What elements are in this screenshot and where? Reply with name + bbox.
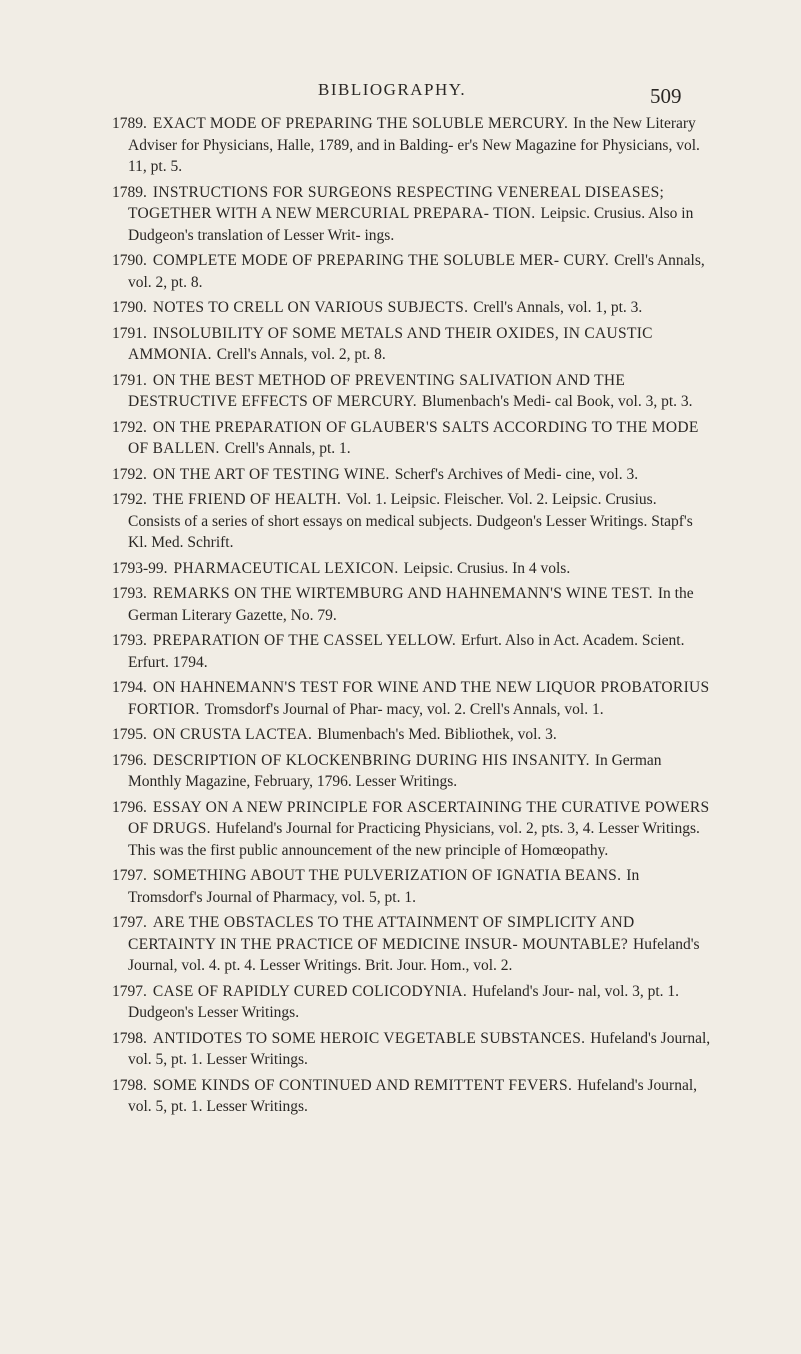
bibliography-entry (112, 297, 712, 319)
entry-year: 1797. (112, 982, 147, 1000)
entry-details: Leipsic. Crusius. In 4 vols. (403, 559, 571, 577)
entry-year: 1791. (112, 324, 147, 342)
entry-title: ON THE PREPARATION OF GLAUBER'S SALTS ACCORDING TO THE MODE OF BALLEN. (128, 418, 699, 457)
entry-title: PREPARATION OF THE CASSEL YELLOW. (152, 632, 457, 649)
bibliography-entry (112, 1028, 712, 1071)
bibliography-entry (112, 912, 712, 977)
bibliography-entry (112, 583, 712, 626)
entry-year: 1792. (112, 491, 147, 508)
bibliography-entry (112, 489, 712, 554)
entry-title: ANTIDOTES TO SOME HEROIC VEGETABLE SUBSTANCES. (152, 1029, 586, 1047)
entry-title: PHARMACEUTICAL LEXICON. (173, 559, 399, 577)
bibliography-entry (112, 981, 712, 1024)
entry-details: In German Monthly Magazine, February, 1796. Lesser Writings. (128, 751, 662, 790)
entry-year: 1790. (112, 252, 147, 269)
entry-details: In Tromsdorf's Journal of Pharmacy, vol. 5, pt. 1. (128, 867, 640, 906)
entry-title: ON CRUSTA LACTEA. (152, 726, 313, 743)
entry-details: Erfurt. Also in Act. Academ. Scient. Erfurt. 1794. (128, 632, 685, 671)
entry-details: Hufeland's Jour- nal, vol. 3, pt. 1. Dudgeon's Lesser Writings. (128, 982, 680, 1021)
entry-details: Crell's Annals, vol. 2, pt. 8. (216, 346, 386, 363)
entry-details: In the German Literary Gazette, No. 79. (128, 585, 694, 624)
entry-details: Crell's Annals, pt. 1. (224, 440, 351, 457)
bibliography-entry (112, 417, 712, 460)
entry-details: Hufeland's Journal, vol. 4. pt. 4. Lesser Writings. Brit. Jour. Hom., vol. 2. (128, 935, 700, 974)
entry-details: Blumenbach's Med. Bibliothek, vol. 3. (317, 726, 557, 743)
bibliography-entry (112, 182, 712, 247)
entry-title: NOTES TO CRELL ON VARIOUS SUBJECTS. (152, 299, 469, 316)
entry-year: 1793. (112, 585, 147, 602)
entry-title: COMPLETE MODE OF PREPARING THE SOLUBLE MER- CURY. (152, 252, 610, 269)
entry-year: 1792. (112, 418, 147, 436)
entry-year: 1798. (112, 1076, 147, 1094)
running-title: BIBLIOGRAPHY. (318, 80, 467, 99)
entry-title: EXACT MODE OF PREPARING THE SOLUBLE MERCURY. (152, 115, 569, 132)
bibliography-entry (112, 630, 712, 673)
bibliography-entry (112, 558, 712, 580)
entry-title: REMARKS ON THE WIRTEMBURG AND HAHNEMANN'S WINE TEST. (152, 585, 653, 602)
bibliography-entry (112, 1075, 712, 1118)
entry-details: Blumenbach's Medi- cal Book, vol. 3, pt. 3. (421, 393, 693, 410)
entry-year: 1793-99. (112, 559, 168, 577)
entry-year: 1789. (112, 115, 147, 132)
entry-year: 1795. (112, 726, 147, 743)
entry-details: Vol. 1. Leipsic. Fleischer. Vol. 2. Leipsic. Crusius. Consists of a series of short essays on medical subjects. Dudgeon's Lesser Writings. Stapf's Kl. Med. Schrift. (128, 491, 693, 551)
bibliography-entry (112, 370, 712, 413)
entry-title: ARE THE OBSTACLES TO THE ATTAINMENT OF SIMPLICITY AND CERTAINTY IN THE PRACTICE OF MEDICINE INSUR- MOUNTABLE? (128, 914, 635, 953)
bibliography-entry (112, 323, 712, 366)
entry-details: Leipsic. Crusius. Also in Dudgeon's translation of Lesser Writ- ings. (128, 205, 694, 244)
bibliography-entry (112, 724, 712, 746)
entry-year: 1796. (112, 751, 147, 769)
entry-year: 1789. (112, 183, 147, 201)
entry-year: 1792. (112, 465, 147, 483)
bibliography-entry (112, 464, 712, 486)
entry-details: Scherf's Archives of Medi- cine, vol. 3. (394, 465, 639, 483)
entry-year: 1797. (112, 867, 147, 884)
entry-year: 1790. (112, 299, 147, 316)
entry-year: 1794. (112, 679, 147, 696)
bibliography-entry (112, 250, 712, 293)
entry-details: Crell's Annals, vol. 2, pt. 8. (128, 252, 705, 291)
entry-details: In the New Literary Adviser for Physicians, Halle, 1789, and in Balding- er's New Magazine for Physicians, vol. 11, pt. 5. (128, 115, 700, 175)
entry-title: ON THE BEST METHOD OF PREVENTING SALIVATION AND THE DESTRUCTIVE EFFECTS OF MERCURY. (128, 371, 626, 410)
entry-title: ESSAY ON A NEW PRINCIPLE FOR ASCERTAINING THE CURATIVE POWERS OF DRUGS. (128, 798, 710, 837)
page-number: 509 (650, 84, 682, 108)
entry-year: 1793. (112, 632, 147, 649)
entry-title: SOME KINDS OF CONTINUED AND REMITTENT FEVERS. (152, 1076, 573, 1094)
entry-title: SOMETHING ABOUT THE PULVERIZATION OF IGNATIA BEANS. (152, 867, 622, 884)
bibliography-entry (112, 677, 712, 720)
entry-details: Tromsdorf's Journal of Phar- macy, vol. 2. Crell's Annals, vol. 1. (204, 700, 604, 718)
entry-title: ON HAHNEMANN'S TEST FOR WINE AND THE NEW LIQUOR PROBATORIUS FORTIOR. (128, 679, 710, 718)
entry-year: 1791. (112, 371, 147, 389)
entry-details: Crell's Annals, vol. 1, pt. 3. (473, 299, 643, 316)
entry-title: INSOLUBILITY OF SOME METALS AND THEIR OXIDES, IN CAUSTIC AMMONIA. (128, 324, 653, 363)
entry-year: 1796. (112, 798, 147, 816)
bibliography-entry (112, 865, 712, 908)
entry-year: 1797. (112, 914, 147, 931)
bibliography-entry (112, 113, 712, 178)
bibliography-entry (112, 750, 712, 793)
entry-details: Hufeland's Journal, vol. 5, pt. 1. Lesser Writings. (128, 1029, 711, 1068)
bibliography-list (112, 113, 712, 1122)
entry-details: Hufeland's Journal, vol. 5, pt. 1. Lesser Writings. (128, 1076, 698, 1115)
entry-details: Hufeland's Journal for Practicing Physicians, vol. 2, pts. 3, 4. Lesser Writings. This was the first public announcement of the new principle of Homœopathy. (128, 820, 700, 859)
entry-title: THE FRIEND OF HEALTH. (152, 491, 342, 508)
bibliography-entry (112, 797, 712, 862)
entry-title: DESCRIPTION OF KLOCKENBRING DURING HIS INSANITY. (152, 751, 590, 769)
entry-title: INSTRUCTIONS FOR SURGEONS RESPECTING VENEREAL DISEASES; TOGETHER WITH A NEW MERCURIAL PREPARA- TION. (128, 183, 665, 222)
entry-title: CASE OF RAPIDLY CURED COLICODYNIA. (152, 982, 468, 1000)
entry-title: ON THE ART OF TESTING WINE. (152, 465, 390, 483)
entry-year: 1798. (112, 1029, 147, 1047)
